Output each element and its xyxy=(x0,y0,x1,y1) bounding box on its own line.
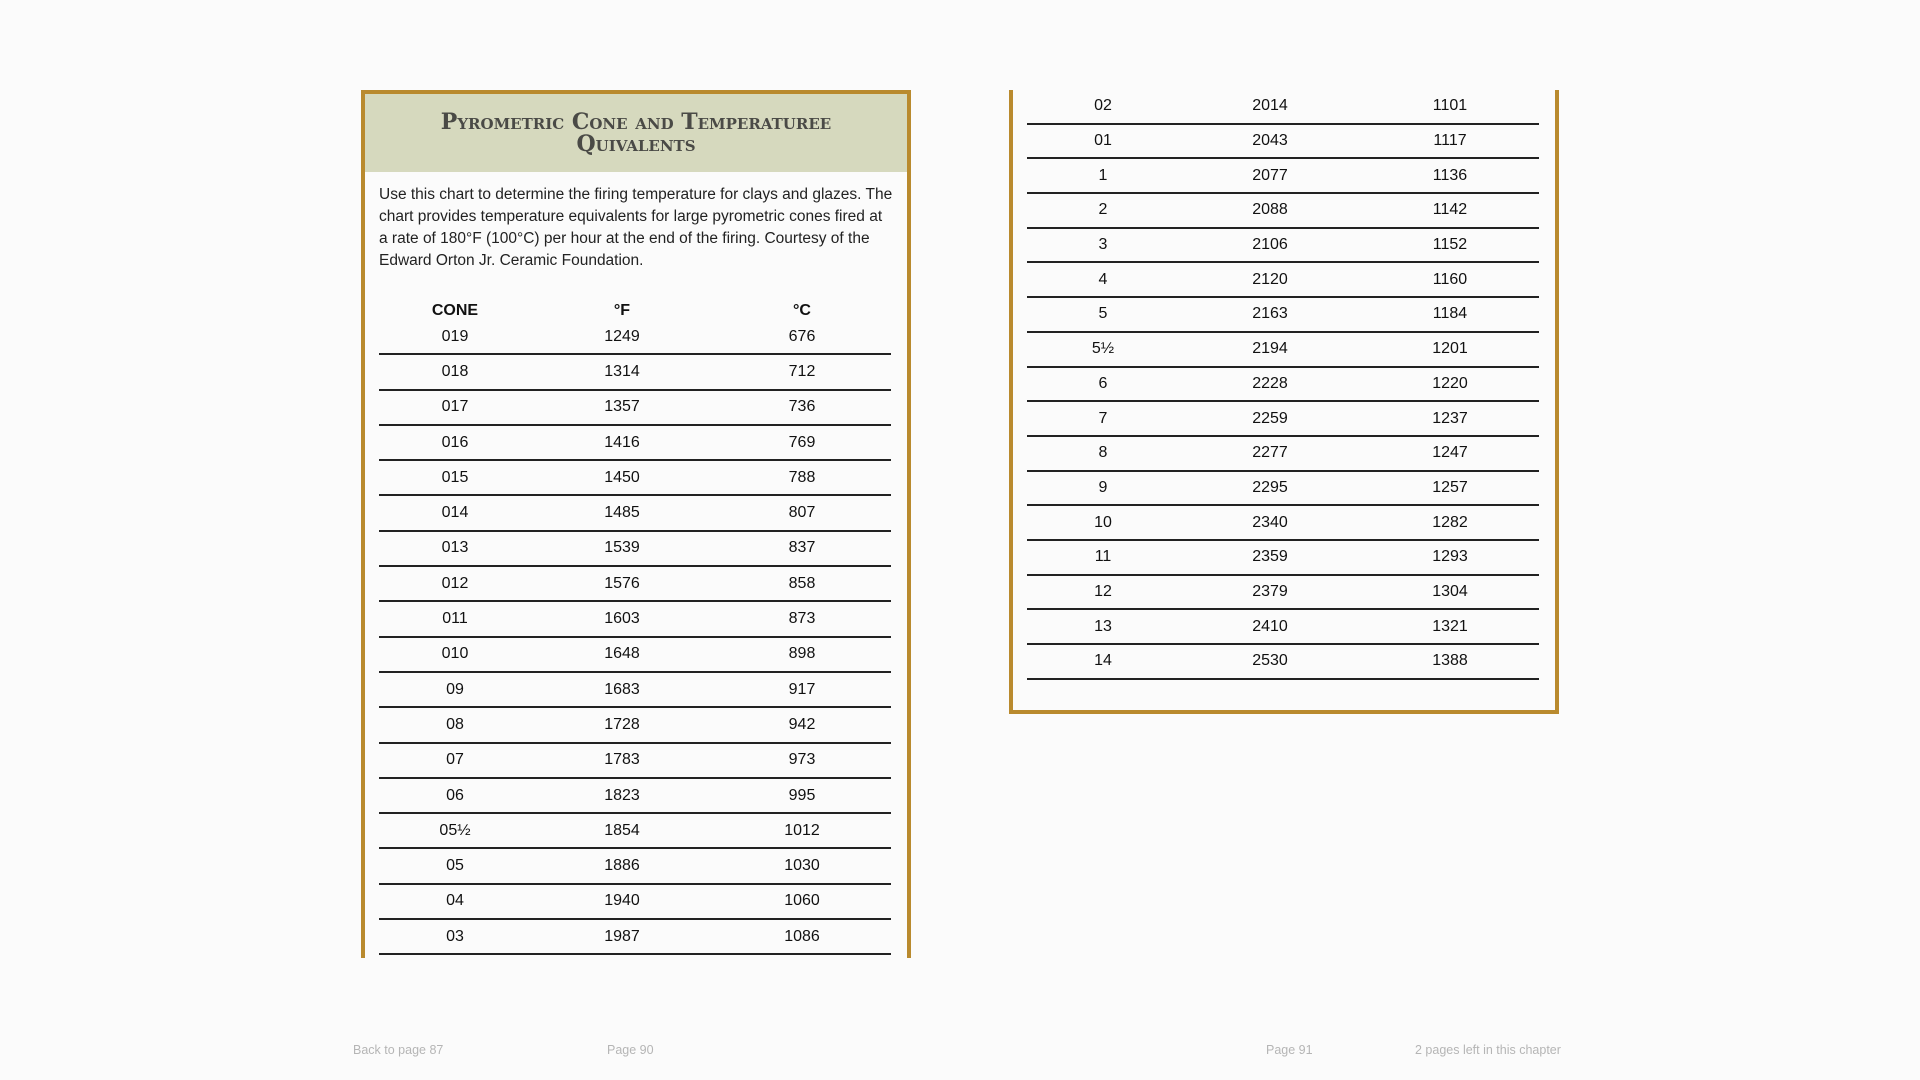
celsius-cell: 1142 xyxy=(1361,193,1539,228)
fahrenheit-cell: 1886 xyxy=(531,848,713,883)
cone-cell: 012 xyxy=(379,566,531,601)
table-row xyxy=(379,531,891,566)
table-row xyxy=(1027,262,1539,297)
left-page-number: Page 90 xyxy=(607,1043,654,1057)
cone-cell: 14 xyxy=(1027,644,1179,679)
fahrenheit-cell: 2163 xyxy=(1179,297,1361,332)
right-page xyxy=(1009,90,1559,714)
fahrenheit-cell: 2043 xyxy=(1179,124,1361,159)
cone-cell: 9 xyxy=(1027,471,1179,506)
fahrenheit-cell: 2359 xyxy=(1179,540,1361,575)
cone-cell: 04 xyxy=(379,884,531,919)
table-row xyxy=(1027,228,1539,263)
celsius-cell: 1201 xyxy=(1361,332,1539,367)
cone-cell: 8 xyxy=(1027,436,1179,471)
celsius-cell: 995 xyxy=(713,778,891,813)
celsius-cell: 1060 xyxy=(713,884,891,919)
celsius-cell: 973 xyxy=(713,743,891,778)
fahrenheit-cell: 2228 xyxy=(1179,367,1361,402)
celsius-cell: 1086 xyxy=(713,919,891,954)
celsius-cell: 1117 xyxy=(1361,124,1539,159)
celsius-cell: 1184 xyxy=(1361,297,1539,332)
cone-cell: 4 xyxy=(1027,262,1179,297)
celsius-cell: 676 xyxy=(713,320,891,354)
table-row xyxy=(379,601,891,636)
cone-cell: 018 xyxy=(379,354,531,389)
left-page xyxy=(361,90,911,958)
table-row xyxy=(1027,332,1539,367)
cone-cell: 014 xyxy=(379,495,531,530)
fahrenheit-cell: 1648 xyxy=(531,637,713,672)
celsius-cell: 873 xyxy=(713,601,891,636)
fahrenheit-cell: 1314 xyxy=(531,354,713,389)
cone-cell: 03 xyxy=(379,919,531,954)
table-row xyxy=(379,354,891,389)
fahrenheit-cell: 1823 xyxy=(531,778,713,813)
celsius-cell: 898 xyxy=(713,637,891,672)
table-row xyxy=(1027,609,1539,644)
right-page-number: Page 91 xyxy=(1266,1043,1313,1057)
fahrenheit-cell: 2530 xyxy=(1179,644,1361,679)
fahrenheit-cell: 2340 xyxy=(1179,505,1361,540)
celsius-cell: 1293 xyxy=(1361,540,1539,575)
fahrenheit-cell: 1416 xyxy=(531,425,713,460)
celsius-cell: 1282 xyxy=(1361,505,1539,540)
fahrenheit-cell: 2106 xyxy=(1179,228,1361,263)
celsius-cell: 712 xyxy=(713,354,891,389)
celsius-cell: 858 xyxy=(713,566,891,601)
fahrenheit-cell: 2295 xyxy=(1179,471,1361,506)
table-row xyxy=(379,884,891,919)
cone-cell: 02 xyxy=(1027,90,1179,124)
fahrenheit-cell: 1539 xyxy=(531,531,713,566)
cone-cell: 017 xyxy=(379,390,531,425)
table-row xyxy=(379,813,891,848)
celsius-cell: 1160 xyxy=(1361,262,1539,297)
table-row xyxy=(1027,158,1539,193)
table-row xyxy=(1027,193,1539,228)
fahrenheit-cell: 2088 xyxy=(1179,193,1361,228)
table-row xyxy=(1027,436,1539,471)
cone-cell: 013 xyxy=(379,531,531,566)
celsius-cell: 807 xyxy=(713,495,891,530)
table-row xyxy=(1027,575,1539,610)
fahrenheit-cell: 1987 xyxy=(531,919,713,954)
celsius-cell: 1152 xyxy=(1361,228,1539,263)
fahrenheit-cell: 1485 xyxy=(531,495,713,530)
cone-cell: 11 xyxy=(1027,540,1179,575)
fahrenheit-cell: 2077 xyxy=(1179,158,1361,193)
cone-cell: 2 xyxy=(1027,193,1179,228)
table-row xyxy=(379,743,891,778)
cone-cell: 015 xyxy=(379,460,531,495)
table-row xyxy=(1027,505,1539,540)
cone-table-left xyxy=(379,290,891,955)
celsius-cell: 1030 xyxy=(713,848,891,883)
celsius-cell: 1257 xyxy=(1361,471,1539,506)
table-row xyxy=(1027,644,1539,679)
fahrenheit-cell: 1603 xyxy=(531,601,713,636)
cone-cell: 5½ xyxy=(1027,332,1179,367)
pages-left-indicator: 2 pages left in this chapter xyxy=(1415,1043,1561,1057)
cone-cell: 3 xyxy=(1027,228,1179,263)
cone-cell: 7 xyxy=(1027,401,1179,436)
table-row xyxy=(1027,401,1539,436)
table-row xyxy=(379,495,891,530)
cone-cell: 011 xyxy=(379,601,531,636)
celsius-cell: 1101 xyxy=(1361,90,1539,124)
fahrenheit-cell: 2259 xyxy=(1179,401,1361,436)
celsius-cell: 1247 xyxy=(1361,436,1539,471)
table-row xyxy=(379,848,891,883)
table-row xyxy=(379,919,891,954)
page-title: Pyrometric Cone and Temperaturee Quivalents xyxy=(440,109,832,157)
celsius-cell: 1220 xyxy=(1361,367,1539,402)
back-to-page-link[interactable]: Back to page 87 xyxy=(353,1043,444,1057)
cone-cell: 12 xyxy=(1027,575,1179,610)
cone-cell: 05 xyxy=(379,848,531,883)
table-row xyxy=(1027,367,1539,402)
celsius-cell: 1237 xyxy=(1361,401,1539,436)
cone-cell: 01 xyxy=(1027,124,1179,159)
table-row xyxy=(1027,90,1539,124)
cone-cell: 06 xyxy=(379,778,531,813)
celsius-cell: 788 xyxy=(713,460,891,495)
table-header-row xyxy=(379,290,891,320)
table-row xyxy=(379,707,891,742)
cone-cell: 09 xyxy=(379,672,531,707)
fahrenheit-cell: 2379 xyxy=(1179,575,1361,610)
cone-cell: 016 xyxy=(379,425,531,460)
table-row xyxy=(379,425,891,460)
table-row xyxy=(1027,297,1539,332)
celsius-cell: 837 xyxy=(713,531,891,566)
intro-paragraph: Use this chart to determine the firing temperature for clays and glazes. The chart provides temperature equivalents for large pyrometric cones fired at a rate of 180°F (100°C) per hour at the end of the firing. Courtesy of the Edward Orton Jr. Ceramic Foundation. xyxy=(379,186,893,269)
cone-cell: 08 xyxy=(379,707,531,742)
fahrenheit-cell: 1854 xyxy=(531,813,713,848)
cone-table-right xyxy=(1027,90,1539,680)
cone-cell: 1 xyxy=(1027,158,1179,193)
fahrenheit-cell: 1357 xyxy=(531,390,713,425)
fahrenheit-cell: 1940 xyxy=(531,884,713,919)
table-row xyxy=(379,460,891,495)
table-row xyxy=(379,566,891,601)
fahrenheit-cell: 1450 xyxy=(531,460,713,495)
cone-cell: 05½ xyxy=(379,813,531,848)
table-row xyxy=(1027,471,1539,506)
header-cone: CONE xyxy=(431,302,479,319)
fahrenheit-cell: 2410 xyxy=(1179,609,1361,644)
table-row xyxy=(1027,540,1539,575)
cone-cell: 13 xyxy=(1027,609,1179,644)
fahrenheit-cell: 1728 xyxy=(531,707,713,742)
table-row xyxy=(379,390,891,425)
celsius-cell: 1388 xyxy=(1361,644,1539,679)
celsius-cell: 1321 xyxy=(1361,609,1539,644)
celsius-cell: 736 xyxy=(713,390,891,425)
header-celsius: °C xyxy=(793,302,811,319)
celsius-cell: 942 xyxy=(713,707,891,742)
title-band xyxy=(365,94,907,172)
cone-cell: 07 xyxy=(379,743,531,778)
fahrenheit-cell: 2014 xyxy=(1179,90,1361,124)
fahrenheit-cell: 1249 xyxy=(531,320,713,354)
cone-cell: 010 xyxy=(379,637,531,672)
cone-cell: 019 xyxy=(379,320,531,354)
header-fahrenheit: °F xyxy=(613,302,631,319)
fahrenheit-cell: 2120 xyxy=(1179,262,1361,297)
table-row xyxy=(1027,124,1539,159)
fahrenheit-cell: 2277 xyxy=(1179,436,1361,471)
fahrenheit-cell: 1683 xyxy=(531,672,713,707)
table-row xyxy=(379,778,891,813)
cone-cell: 5 xyxy=(1027,297,1179,332)
table-row xyxy=(379,672,891,707)
celsius-cell: 1012 xyxy=(713,813,891,848)
celsius-cell: 1136 xyxy=(1361,158,1539,193)
fahrenheit-cell: 1576 xyxy=(531,566,713,601)
cone-cell: 6 xyxy=(1027,367,1179,402)
celsius-cell: 917 xyxy=(713,672,891,707)
table-row xyxy=(379,637,891,672)
cone-cell: 10 xyxy=(1027,505,1179,540)
celsius-cell: 769 xyxy=(713,425,891,460)
table-row xyxy=(379,320,891,354)
fahrenheit-cell: 1783 xyxy=(531,743,713,778)
celsius-cell: 1304 xyxy=(1361,575,1539,610)
fahrenheit-cell: 2194 xyxy=(1179,332,1361,367)
